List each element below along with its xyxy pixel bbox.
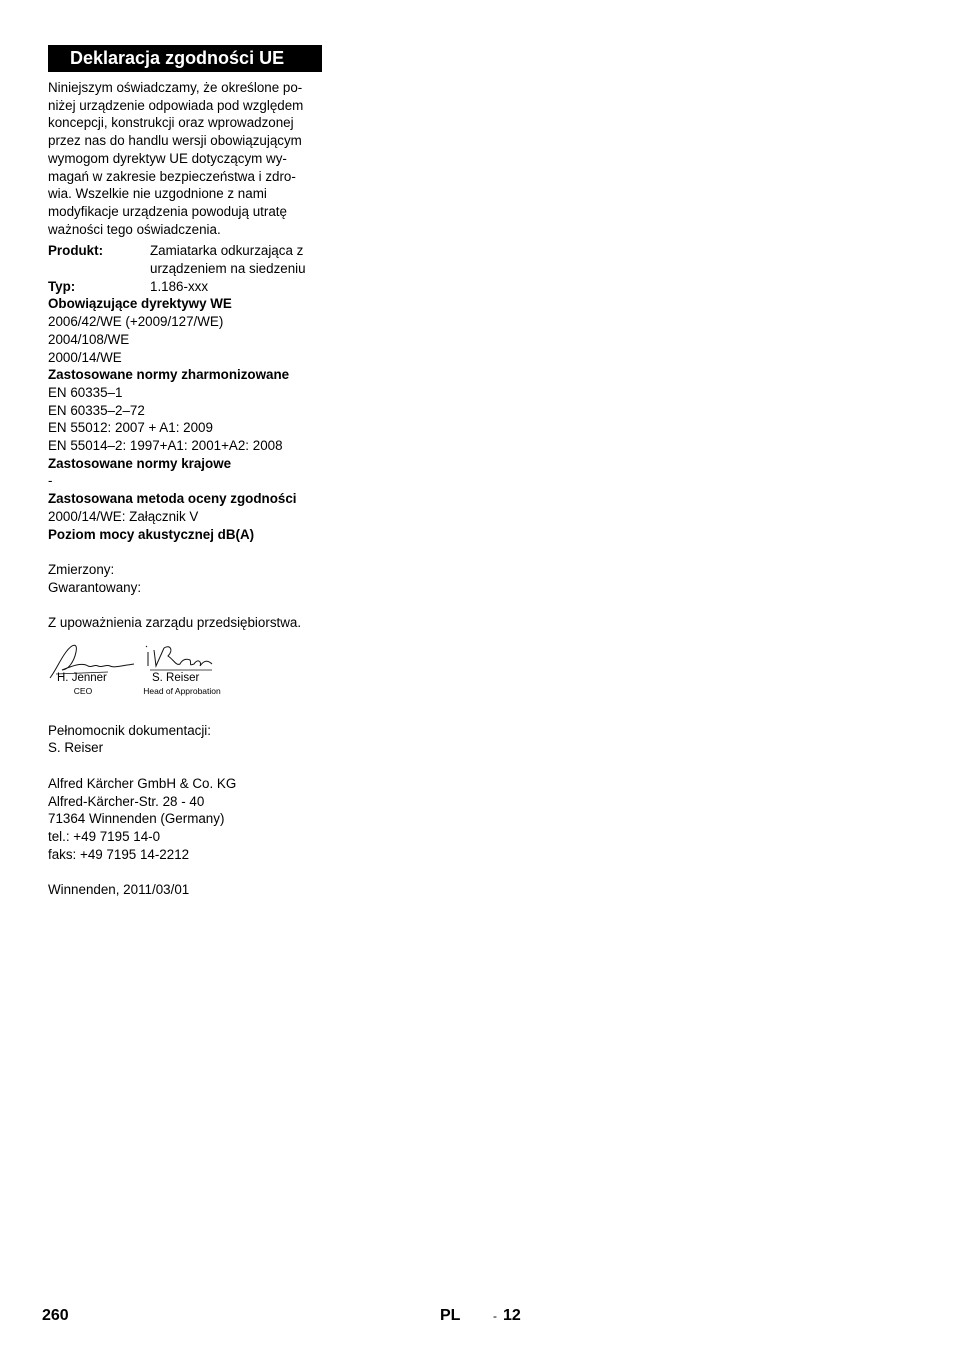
signature-role-reiser: Head of Approbation xyxy=(143,685,221,696)
documentation-name: S. Reiser xyxy=(48,740,104,756)
place-date: Winnenden, 2011/03/01 xyxy=(48,882,190,898)
company-street: Alfred-Kärcher-Str. 28 - 40 xyxy=(48,793,205,809)
directive-item: 2000/14/WE xyxy=(48,349,122,365)
company-city: 71364 Winnenden (Germany) xyxy=(48,811,225,827)
signature-role-jenner: CEO xyxy=(73,685,93,696)
page-title: Deklaracja zgodności UE xyxy=(48,45,322,72)
national-value: - xyxy=(48,473,53,489)
spacer xyxy=(48,863,322,881)
directive-item: 2004/108/WE xyxy=(48,331,130,347)
type-label: Typ: xyxy=(48,278,76,294)
sound-guaranteed-label: Gwarantowany: xyxy=(48,579,142,595)
harmonized-item: EN 55012: 2007 + A1: 2009 xyxy=(48,420,213,436)
spacer xyxy=(48,757,322,775)
harmonized-item: EN 55014–2: 1997+A1: 2001+A2: 2008 xyxy=(48,438,283,454)
documentation-label: Pełnomocnik dokumentacji: xyxy=(48,722,212,738)
language-code: PL xyxy=(440,1307,461,1324)
signature-name-reiser: S. Reiser xyxy=(152,671,200,684)
spacer xyxy=(48,543,322,561)
authorization-text: Z upoważnienia zarządu przedsiębiorstwa. xyxy=(48,615,302,631)
signature-name-jenner: H. Jenner xyxy=(57,671,107,684)
type-row xyxy=(48,278,322,296)
product-row xyxy=(48,242,322,277)
type-value: 1.186-xxx xyxy=(150,278,209,294)
sound-measured-label: Zmierzony: xyxy=(48,561,115,577)
sound-heading: Poziom mocy akustycznej dB(A) xyxy=(48,526,255,542)
product-label: Produkt: xyxy=(48,243,104,259)
intro-text: Niniejszym oświadczamy, że określone po- niżej urządzenie odpowiada pod względem koncepcji, konstrukcji oraz wprowadzonej przez nas do handlu wersji obowiązującym wymogom dyrektyw UE dotyczącym wy- magań w zakresie bezpieczeństwa i zdro- wia. Wszelkie nie uzgodnione z nami modyfikacje urządzenia powodują utratę ważności tego oświadczenia. xyxy=(48,80,304,237)
signatures-block xyxy=(48,640,322,722)
company-tel: tel.: +49 7195 14-0 xyxy=(48,828,161,844)
company-name: Alfred Kärcher GmbH & Co. KG xyxy=(48,775,237,791)
declaration-column xyxy=(48,45,322,899)
directive-item: 2006/42/WE (+2009/127/WE) xyxy=(48,314,224,330)
harmonized-item: EN 60335–2–72 xyxy=(48,402,145,418)
harmonized-item: EN 60335–1 xyxy=(48,384,123,400)
national-heading: Zastosowane normy krajowe xyxy=(48,455,232,471)
assessment-value: 2000/14/WE: Załącznik V xyxy=(48,508,199,524)
harmonized-heading: Zastosowane normy zharmonizowane xyxy=(48,367,290,383)
spacer xyxy=(48,596,322,614)
directives-heading: Obowiązujące dyrektywy WE xyxy=(48,296,232,312)
assessment-heading: Zastosowana metoda oceny zgodności xyxy=(48,491,297,507)
page-number: 260 xyxy=(42,1307,69,1324)
product-value: Zamiatarka odkurzająca z urządzeniem na siedzeniu xyxy=(150,243,306,277)
section-page-number: 12 xyxy=(503,1307,521,1324)
footer-separator: - xyxy=(493,1309,497,1323)
company-fax: faks: +49 7195 14-2212 xyxy=(48,846,190,862)
